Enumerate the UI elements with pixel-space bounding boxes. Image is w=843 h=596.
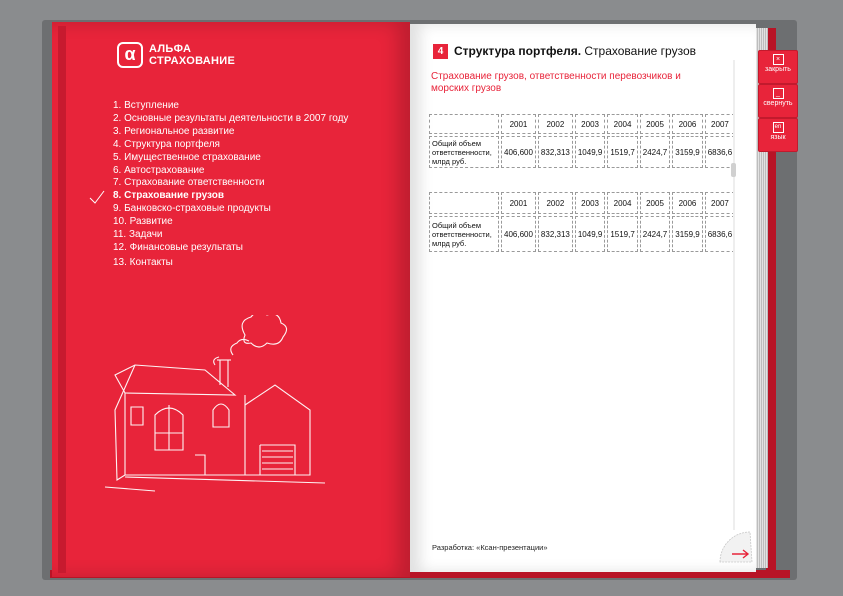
toc-item-financial[interactable]: 12. Финансовые результаты (113, 241, 243, 253)
data-table-1 (427, 112, 737, 170)
row-label-cell: Общий объем ответственности, млрд руб. (429, 216, 499, 252)
value-cell: 406,600 (501, 136, 536, 168)
toc-item-contacts[interactable]: 13. Контакты (113, 256, 173, 268)
value-cell: 832,313 (538, 216, 573, 252)
year-cell: 2006 (672, 192, 702, 214)
page-title-section: Структура портфеля. (454, 44, 582, 58)
table-corner-cell (429, 114, 499, 134)
value-cell: 3159,9 (672, 136, 702, 168)
toc-item-liability[interactable]: 7. Страхование ответственности (113, 177, 265, 189)
close-button[interactable] (758, 50, 798, 84)
value-cell: 1049,9 (575, 136, 605, 168)
language-icon: en (773, 122, 784, 133)
scrollbar-track[interactable] (733, 60, 735, 530)
year-cell: 2004 (607, 114, 637, 134)
checkmark-icon (89, 190, 105, 204)
page-title-topic: Страхование грузов (584, 44, 697, 58)
year-cell: 2001 (501, 192, 536, 214)
toc-item-bancassurance[interactable]: 9. Банковско-страховые продукты (113, 203, 271, 215)
logo-line-2: СТРАХОВАНИЕ (149, 55, 236, 67)
toc-item-introduction[interactable]: 1. Вступление (113, 100, 179, 111)
toc-item-portfolio[interactable]: 4. Структура портфеля (113, 138, 220, 150)
table-header-row (429, 192, 735, 214)
toc-item-auto[interactable]: 6. Автострахование (113, 164, 205, 176)
value-cell: 832,313 (538, 136, 573, 168)
value-cell: 6836,6 (705, 216, 735, 252)
value-cell: 1519,7 (607, 216, 637, 252)
toc-item-development[interactable]: 10. Развитие (113, 216, 173, 228)
right-page (410, 24, 756, 572)
language-button[interactable] (758, 118, 798, 152)
page-number-badge: 4 (433, 44, 448, 59)
year-cell: 2003 (575, 114, 605, 134)
alfa-logo-icon: α (117, 42, 143, 68)
toc-item-property[interactable]: 5. Имущественное страхование (113, 151, 261, 163)
year-cell: 2007 (705, 114, 735, 134)
table-corner-cell (429, 192, 499, 214)
value-cell: 6836,6 (705, 136, 735, 168)
company-logo (117, 42, 235, 68)
value-cell: 1519,7 (607, 136, 637, 168)
toc-item-tasks[interactable]: 11. Задачи (113, 229, 163, 241)
data-table-2 (427, 190, 737, 254)
close-label: закрыть (765, 66, 791, 73)
table-row (429, 216, 735, 252)
left-page-edge (58, 26, 66, 573)
minimize-label: свернуть (763, 100, 793, 107)
language-label: язык (770, 134, 786, 141)
year-cell: 2004 (607, 192, 637, 214)
developer-credit: Разработка: «Ксан-презентации» (432, 543, 548, 552)
toc-item-regional[interactable]: 3. Региональное развитие (113, 125, 235, 137)
table-header-row (429, 114, 735, 134)
year-cell: 2006 (672, 114, 702, 134)
page-title (454, 44, 696, 58)
next-page-arrow-icon[interactable] (718, 530, 754, 564)
year-cell: 2002 (538, 192, 573, 214)
logo-text (149, 43, 235, 67)
close-icon: × (773, 54, 784, 65)
minimize-button[interactable] (758, 84, 798, 118)
year-cell: 2003 (575, 192, 605, 214)
minimize-icon: _ (773, 88, 784, 99)
house-sketch-illustration (95, 315, 335, 505)
value-cell: 2424,7 (640, 216, 670, 252)
row-label-cell: Общий объем ответственности, млрд руб. (429, 136, 499, 168)
scrollbar-thumb[interactable] (731, 163, 736, 177)
year-cell: 2001 (501, 114, 536, 134)
value-cell: 3159,9 (672, 216, 702, 252)
year-cell: 2005 (640, 114, 670, 134)
value-cell: 2424,7 (640, 136, 670, 168)
logo-line-1: АЛЬФА (149, 43, 192, 55)
table-of-contents (113, 100, 383, 270)
year-cell: 2007 (705, 192, 735, 214)
value-cell: 1049,9 (575, 216, 605, 252)
toc-item-main-results[interactable]: 2. Основные результаты деятельности в 2007 году (113, 112, 349, 124)
year-cell: 2002 (538, 114, 573, 134)
year-cell: 2005 (640, 192, 670, 214)
table-row (429, 136, 735, 168)
page-subtitle: Страхование грузов, ответственности перевозчиков и морских грузов (431, 71, 681, 94)
value-cell: 406,600 (501, 216, 536, 252)
toc-item-cargo[interactable]: 8. Страхование грузов (113, 190, 224, 202)
